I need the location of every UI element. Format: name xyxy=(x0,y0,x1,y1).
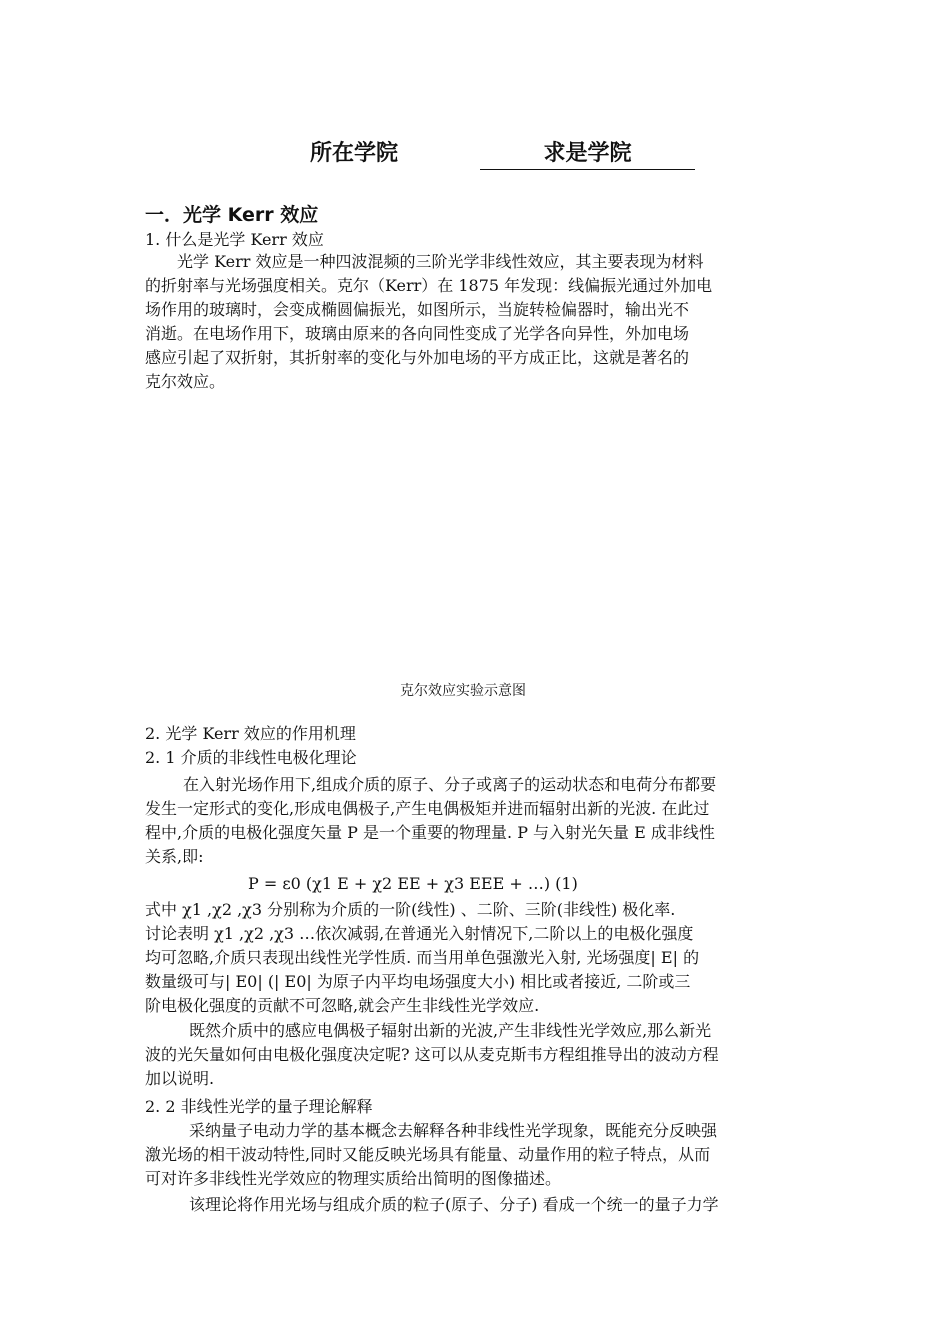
paragraph-line: 场作用的玻璃时，会变成椭圆偏振光，如图所示，当旋转检偏器时，输出光不 xyxy=(145,300,690,319)
paragraph-line: 阶电极化强度的贡献不可忽略,就会产生非线性光学效应. xyxy=(145,996,540,1015)
subsection-1-title: 1. 什么是光学 Kerr 效应 xyxy=(145,230,324,249)
paragraph-line: 可对许多非线性光学效应的物理实质给出简明的图像描述。 xyxy=(145,1169,562,1188)
paragraph-line: 采纳量子电动力学的基本概念去解释各种非线性光学现象，既能充分反映强 xyxy=(189,1121,718,1140)
paragraph-line: 数量级可与| E0| (| E0| 为原子内平均电场强度大小) 相比或者接近, 二阶或三 xyxy=(145,972,691,991)
paragraph-line: 式中 χ1 ,χ2 ,χ3 分别称为介质的一阶(线性) 、二阶、三阶(非线性) 极化率. xyxy=(145,900,676,919)
paragraph-line: 光学 Kerr 效应是一种四波混频的三阶光学非线性效应，其主要表现为材料 xyxy=(177,252,704,271)
paragraph-6 xyxy=(145,1193,719,1217)
paragraph-line: 既然介质中的感应电偶极子辐射出新的光波,产生非线性光学效应,那么新光 xyxy=(189,1021,712,1040)
figure-caption: 克尔效应实验示意图 xyxy=(400,683,526,699)
paragraph-line: 克尔效应。 xyxy=(145,372,226,391)
college-value xyxy=(480,136,695,170)
paragraph-4 xyxy=(145,1019,719,1091)
figure-area xyxy=(145,410,805,670)
paragraph-line: 加以说明. xyxy=(145,1069,215,1088)
paragraph-line: 发生一定形式的变化,形成电偶极子,产生电偶极矩并进而辐射出新的光波. 在此过 xyxy=(145,799,710,818)
paragraph-line: 在入射光场作用下,组成介质的原子、分子或离子的运动状态和电荷分布都要 xyxy=(183,775,717,794)
college-label: 所在学院 xyxy=(310,141,399,166)
paragraph-line: 关系,即: xyxy=(145,847,204,866)
paragraph-3 xyxy=(145,898,699,1018)
paragraph-5 xyxy=(145,1119,717,1191)
paragraph-line: 感应引起了双折射，其折射率的变化与外加电场的平方成正比，这就是著名的 xyxy=(145,348,690,367)
paragraph-line: 该理论将作用光场与组成介质的粒子(原子、分子) 看成一个统一的量子力学 xyxy=(189,1195,719,1214)
paragraph-line: 激光场的相干波动特性,同时又能反映光场具有能量、动量作用的粒子特点，从而 xyxy=(145,1145,711,1164)
paragraph-2 xyxy=(145,773,716,869)
equation-1: P = ε0 (χ1 E + χ2 EE + χ3 EEE + …) (1) xyxy=(248,874,578,893)
section-heading: 一．光学 Kerr 效应 xyxy=(145,204,319,226)
paragraph-line: 的折射率与光场强度相关。克尔（Kerr）在 1875 年发现：线偏振光通过外加电 xyxy=(145,276,713,295)
paragraph-line: 程中,介质的电极化强度矢量 P 是一个重要的物理量. P 与入射光矢量 E 成非线性 xyxy=(145,823,715,842)
paragraph-line: 均可忽略,介质只表现出线性光学性质. 而当用单色强激光入射, 光场强度| E| 的 xyxy=(145,948,700,967)
college-value-text: 求是学院 xyxy=(480,136,695,170)
paragraph-line: 讨论表明 χ1 ,χ2 ,χ3 …依次减弱,在普通光入射情况下,二阶以上的电极化强度 xyxy=(145,924,694,943)
paragraph-line: 波的光矢量如何由电极化强度决定呢? 这可以从麦克斯韦方程组推导出的波动方程 xyxy=(145,1045,719,1064)
paragraph-line: 消逝。在电场作用下，玻璃由原来的各向同性变成了光学各向异性，外加电场 xyxy=(145,324,690,343)
subsection-2-title: 2. 光学 Kerr 效应的作用机理 xyxy=(145,724,356,743)
subsection-2-2-title: 2. 2 非线性光学的量子理论解释 xyxy=(145,1097,373,1116)
paragraph-1 xyxy=(145,250,712,394)
subsection-2-1-title: 2. 1 介质的非线性电极化理论 xyxy=(145,748,357,767)
